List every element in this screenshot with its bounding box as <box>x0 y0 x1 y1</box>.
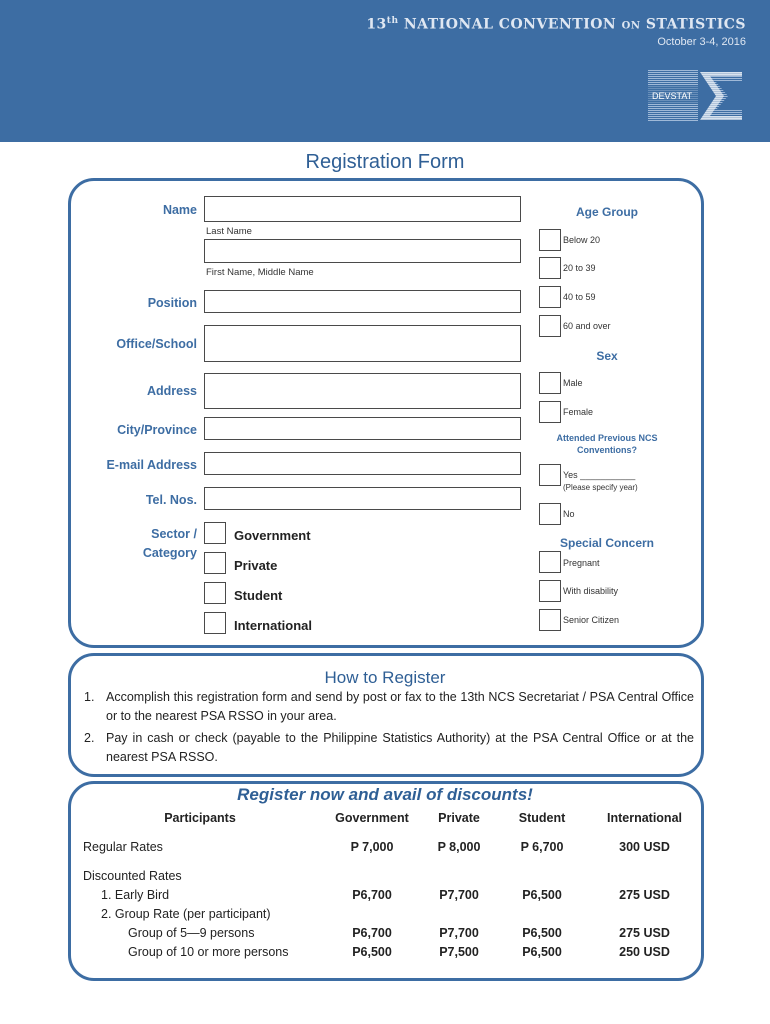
category-label: Category <box>142 546 197 560</box>
attended-year-note: (Please specify year) <box>563 483 638 492</box>
office-label: Office/School <box>116 337 197 351</box>
age-60-over-checkbox[interactable] <box>539 315 561 337</box>
age-40-59-checkbox[interactable] <box>539 286 561 308</box>
convention-title: 13th NATIONAL CONVENTION ON STATISTICS <box>366 16 746 33</box>
regular-international: 300 USD <box>619 840 670 854</box>
header-private: Private <box>438 811 480 825</box>
name-label: Name <box>162 203 197 217</box>
sector-private-checkbox[interactable] <box>204 552 226 574</box>
sector-student-checkbox[interactable] <box>204 582 226 604</box>
special-senior-checkbox[interactable] <box>539 609 561 631</box>
attended-no-label: No <box>563 509 575 519</box>
tel-input[interactable] <box>204 487 521 510</box>
age-below-20-label: Below 20 <box>563 235 601 245</box>
tel-label: Tel. Nos. <box>145 493 197 507</box>
list-item: 1. Accomplish this registration form and send by post or fax to the 13th NCS Secretariat / PSA Central Office or to the nearest PSA RSSO in your area. <box>84 688 694 726</box>
sex-heading: Sex <box>596 349 618 363</box>
sector-government-checkbox[interactable] <box>204 522 226 544</box>
position-input[interactable] <box>204 290 521 313</box>
discounts-title: Register now and avail of discounts! <box>237 785 533 804</box>
sex-male-checkbox[interactable] <box>539 372 561 394</box>
sector-international-label: International <box>234 618 313 633</box>
group10-government: P6,500 <box>352 945 392 959</box>
early-government: P6,700 <box>352 888 392 902</box>
special-disability-label: With disability <box>563 586 619 596</box>
group5-international: 275 USD <box>619 926 670 940</box>
special-pregnant-label: Pregnant <box>563 558 600 568</box>
convention-dates: October 3-4, 2016 <box>657 36 746 48</box>
age-group-heading: Age Group <box>576 205 638 219</box>
group10-student: P6,500 <box>522 945 562 959</box>
age-20-39-label: 20 to 39 <box>563 263 596 273</box>
sex-female-label: Female <box>563 407 594 417</box>
address-label: Address <box>146 384 197 398</box>
regular-rates-label: Regular Rates <box>83 840 163 854</box>
sex-female-checkbox[interactable] <box>539 401 561 423</box>
group-rate-label: 2. Group Rate (per participant) <box>101 907 271 921</box>
header-international: International <box>606 811 682 825</box>
early-international: 275 USD <box>619 888 670 902</box>
office-input[interactable] <box>204 325 521 362</box>
regular-student: P 6,700 <box>520 840 564 854</box>
header-student: Student <box>518 811 566 825</box>
group5-government: P6,700 <box>352 926 392 940</box>
early-private: P7,700 <box>439 888 479 902</box>
step-text: Pay in cash or check (payable to the Philippine Statistics Authority) at the PSA Central Office or at the nearest PSA RSSO. <box>106 731 694 764</box>
first-middle-name-input[interactable] <box>204 239 521 263</box>
age-60-over-label: 60 and over <box>563 321 611 331</box>
first-name-caption: First Name, Middle Name <box>206 267 314 278</box>
attended-heading-1: Attended Previous NCS <box>556 433 658 443</box>
early-bird-label: 1. Early Bird <box>101 888 170 902</box>
sector-government-label: Government <box>234 528 311 543</box>
email-label: E-mail Address <box>106 458 197 472</box>
special-pregnant-checkbox[interactable] <box>539 551 561 573</box>
list-item: 2. Pay in cash or check (payable to the Philippine Statistics Authority) at the PSA Central Office or at the nearest PSA RSSO. <box>84 729 694 767</box>
form-title: Registration Form <box>305 151 465 173</box>
email-input[interactable] <box>204 452 521 475</box>
group-5-9-label: Group of 5—9 persons <box>128 926 255 940</box>
how-to-register-list <box>84 688 694 770</box>
age-40-59-label: 40 to 59 <box>563 292 596 302</box>
sex-male-label: Male <box>563 378 583 388</box>
age-below-20-checkbox[interactable] <box>539 229 561 251</box>
step-text: Accomplish this registration form and send by post or fax to the 13th NCS Secretariat / PSA Central Office or to the nearest PSA RSSO in your area. <box>106 690 694 723</box>
svg-text:DEVSTAT: DEVSTAT <box>652 91 693 101</box>
last-name-caption: Last Name <box>206 226 252 237</box>
sector-private-label: Private <box>234 558 278 573</box>
age-20-39-checkbox[interactable] <box>539 257 561 279</box>
position-label: Position <box>147 296 197 310</box>
sector-label: Sector / <box>151 527 197 541</box>
discounted-rates-label: Discounted Rates <box>83 869 182 883</box>
attended-yes-label: Yes ___________ <box>563 470 636 480</box>
group10-international: 250 USD <box>619 945 670 959</box>
group5-private: P7,700 <box>439 926 479 940</box>
attended-yes-checkbox[interactable] <box>539 464 561 486</box>
regular-government: P 7,000 <box>350 840 394 854</box>
group-10-label: Group of 10 or more persons <box>128 945 289 959</box>
last-name-input[interactable] <box>204 196 521 222</box>
early-student: P6,500 <box>522 888 562 902</box>
special-senior-label: Senior Citizen <box>563 615 620 625</box>
city-input[interactable] <box>204 417 521 440</box>
group10-private: P7,500 <box>439 945 479 959</box>
address-input[interactable] <box>204 373 521 409</box>
how-to-register-title: How to Register <box>324 668 446 687</box>
header-participants: Participants <box>164 811 236 825</box>
special-disability-checkbox[interactable] <box>539 580 561 602</box>
attended-no-checkbox[interactable] <box>539 503 561 525</box>
special-concern-heading: Special Concern <box>559 536 655 550</box>
header-government: Government <box>335 811 409 825</box>
group5-student: P6,500 <box>522 926 562 940</box>
sector-international-checkbox[interactable] <box>204 612 226 634</box>
devstat-sigma-logo <box>648 70 744 122</box>
attended-heading-2: Conventions? <box>577 445 637 455</box>
city-label: City/Province <box>117 423 197 437</box>
regular-private: P 8,000 <box>437 840 481 854</box>
sector-student-label: Student <box>234 588 283 603</box>
